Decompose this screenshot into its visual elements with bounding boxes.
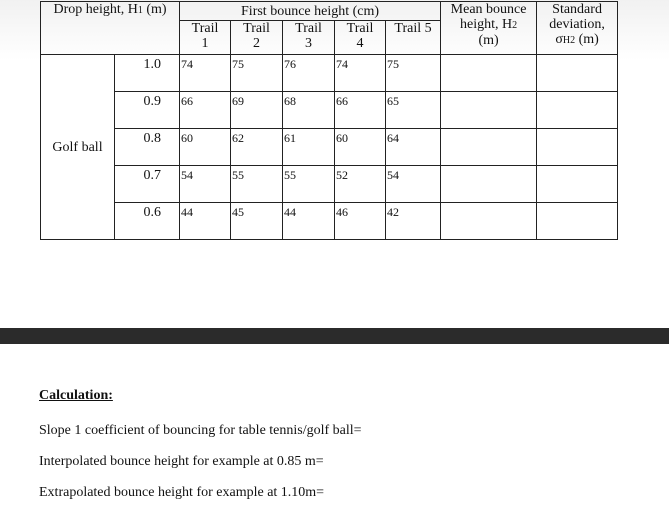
drop-height-cell: 0.6 <box>115 203 180 240</box>
calculation-interpolated-line: Interpolated bounce height for example at 0.85 m= <box>39 454 324 469</box>
mean-bounce-cell <box>441 92 537 129</box>
bounce-cell: 74 <box>335 55 386 92</box>
table-row <box>41 129 618 166</box>
mean-header-line3: (m) <box>478 33 499 48</box>
trail-header <box>180 21 231 55</box>
mean-header-line2-text: height, H <box>460 17 513 32</box>
bounce-cell: 65 <box>386 92 441 129</box>
bounce-cell: 75 <box>231 55 283 92</box>
bounce-cell: 45 <box>231 203 283 240</box>
mean-bounce-cell <box>441 203 537 240</box>
bounce-cell: 44 <box>180 203 231 240</box>
drop-height-cell: 1.0 <box>115 55 180 92</box>
trail-header <box>283 21 335 55</box>
trail-header <box>335 21 386 55</box>
page-divider-band <box>0 328 669 344</box>
drop-height-cell: 0.8 <box>115 129 180 166</box>
bounce-cell: 55 <box>231 166 283 203</box>
table-row <box>41 203 618 240</box>
drop-height-header-unit: (m) <box>142 2 167 17</box>
mean-bounce-cell <box>441 55 537 92</box>
first-bounce-header-text: First bounce height (cm) <box>241 3 380 19</box>
mean-bounce-cell <box>441 166 537 203</box>
bounce-cell: 42 <box>386 203 441 240</box>
bounce-cell: 75 <box>386 55 441 92</box>
bounce-cell: 62 <box>231 129 283 166</box>
std-header-line3 <box>537 32 617 48</box>
bounce-cell: 76 <box>283 55 335 92</box>
first-bounce-header <box>180 2 441 21</box>
mean-header-line2 <box>441 17 536 33</box>
mean-bounce-header <box>441 2 537 55</box>
std-dev-cell <box>537 203 618 240</box>
drop-height-cell: 0.7 <box>115 166 180 203</box>
table-row <box>41 55 618 92</box>
bounce-cell: 69 <box>231 92 283 129</box>
trail-header-line2: 4 <box>356 36 364 51</box>
bounce-cell: 54 <box>180 166 231 203</box>
std-dev-header <box>537 2 618 55</box>
ball-type-label: Golf ball <box>41 55 115 240</box>
trail-header-line1: Trail 5 <box>394 21 432 36</box>
bounce-cell: 44 <box>283 203 335 240</box>
trail-header-line1: Trail <box>295 21 322 36</box>
table-row <box>41 92 618 129</box>
trail-header-line1: Trail <box>346 21 374 36</box>
std-dev-cell <box>537 129 618 166</box>
trail-header <box>231 21 283 55</box>
std-header-sigma: σ <box>555 32 563 47</box>
std-header-sub: H2 <box>562 35 576 46</box>
trail-header-line1: Trail <box>191 21 219 36</box>
bounce-cell: 66 <box>180 92 231 129</box>
bounce-cell: 61 <box>283 129 335 166</box>
bounce-cell: 60 <box>335 129 386 166</box>
bounce-cell: 52 <box>335 166 386 203</box>
bounce-cell: 46 <box>335 203 386 240</box>
trail-header-line2: 1 <box>201 36 209 51</box>
drop-height-header <box>41 2 180 55</box>
std-dev-cell <box>537 166 618 203</box>
calculation-slope-line: Slope 1 coefficient of bouncing for table tennis/golf ball= <box>39 423 362 438</box>
drop-height-header-text: Drop height, H <box>53 2 138 17</box>
std-dev-cell <box>537 92 618 129</box>
drop-height-cell: 0.9 <box>115 92 180 129</box>
mean-bounce-cell <box>441 129 537 166</box>
bounce-cell: 60 <box>180 129 231 166</box>
bounce-data-table <box>40 1 618 240</box>
drop-height-header-sub: 1 <box>137 5 143 16</box>
std-header-line2: deviation, <box>549 17 605 32</box>
calculation-heading: Calculation: <box>39 388 113 403</box>
bounce-cell: 68 <box>283 92 335 129</box>
mean-header-line2-sub: 2 <box>512 20 518 31</box>
bounce-cell: 54 <box>386 166 441 203</box>
bounce-cell: 66 <box>335 92 386 129</box>
table-row <box>41 166 618 203</box>
bounce-cell: 55 <box>283 166 335 203</box>
trail-header-line1: Trail <box>243 21 270 36</box>
mean-header-line1: Mean bounce <box>450 2 527 17</box>
trail-header <box>386 21 441 55</box>
std-header-unit: (m) <box>575 32 599 47</box>
bounce-cell: 74 <box>180 55 231 92</box>
std-header-line1: Standard <box>552 2 602 17</box>
trail-header-line2: 3 <box>305 36 313 51</box>
calculation-extrapolated-line: Extrapolated bounce height for example at 1.10m= <box>39 485 325 500</box>
bounce-cell: 64 <box>386 129 441 166</box>
trail-header-line2: 2 <box>253 36 261 51</box>
std-dev-cell <box>537 55 618 92</box>
